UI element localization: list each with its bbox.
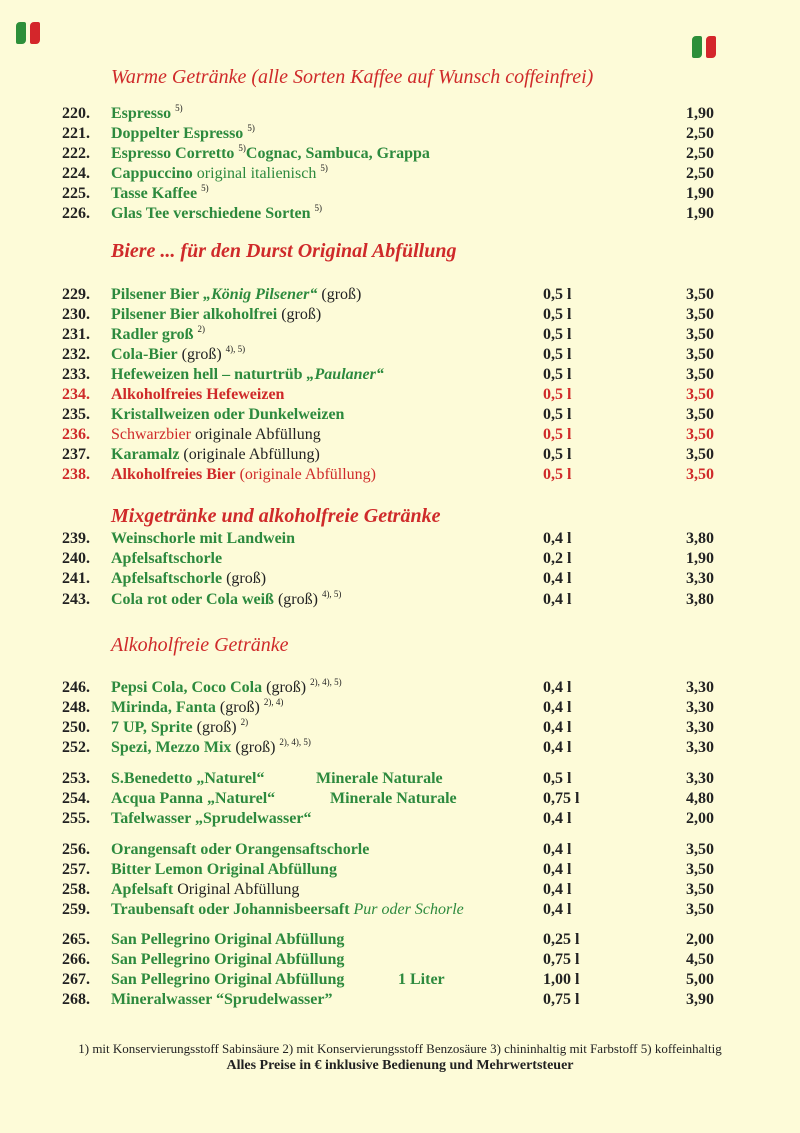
menu-item xyxy=(0,718,800,738)
menu-item xyxy=(0,124,800,144)
item-name: Acqua Panna „Naturel“ xyxy=(111,790,276,807)
item-volume: 0,2 l xyxy=(543,550,572,567)
item-extra: Minerale Naturale xyxy=(330,790,457,807)
item-footnote: 5) xyxy=(201,183,209,193)
item-volume: 0,4 l xyxy=(543,861,572,878)
item-number: 229. xyxy=(62,286,90,303)
item-volume: 0,5 l xyxy=(543,466,572,483)
item-name: Schwarzbier xyxy=(111,426,191,443)
item-footnote: 2), 4), 5) xyxy=(279,737,311,747)
item-extra: (groß) xyxy=(196,719,237,736)
item-price: 3,50 xyxy=(686,386,714,403)
section-title-mix: Mixgetränke und alkoholfreie Getränke xyxy=(111,505,441,527)
item-number: 226. xyxy=(62,205,90,222)
item-price: 3,50 xyxy=(686,286,714,303)
item-name: Alkoholfreies Bier xyxy=(111,466,236,483)
item-price: 3,80 xyxy=(686,591,714,608)
item-extra: (groß) xyxy=(281,306,322,323)
item-price: 3,50 xyxy=(686,841,714,858)
item-extra: (groß) xyxy=(266,679,307,696)
item-footnote: 2), 4) xyxy=(263,697,284,707)
item-volume: 0,4 l xyxy=(543,881,572,898)
menu-item xyxy=(0,990,800,1010)
item-extra: (groß) xyxy=(226,570,267,587)
item-number: 267. xyxy=(62,971,90,988)
item-number: 238. xyxy=(62,466,90,483)
item-extra: original italienisch xyxy=(196,165,317,182)
item-number: 256. xyxy=(62,841,90,858)
item-name: Weinschorle mit Landwein xyxy=(111,530,296,547)
item-extra: originale Abfüllung xyxy=(194,426,321,443)
item-price: 2,00 xyxy=(686,810,714,827)
item-volume: 0,5 l xyxy=(543,366,572,383)
item-price: 3,30 xyxy=(686,770,714,787)
item-number: 231. xyxy=(62,326,90,343)
item-footnote: 4), 5) xyxy=(225,344,246,354)
italian-flag-icon xyxy=(692,36,716,58)
menu-item xyxy=(0,970,800,990)
section-title-beer: Biere ... für den Durst Original Abfüllung xyxy=(111,240,457,262)
item-number: 225. xyxy=(62,185,90,202)
item-footnote: 5) xyxy=(314,203,323,213)
item-name: Bitter Lemon Original Abfüllung xyxy=(111,861,337,878)
item-volume: 0,5 l xyxy=(543,446,572,463)
item-volume: 0,4 l xyxy=(543,719,572,736)
item-footnote: 5) xyxy=(247,123,255,133)
menu-item xyxy=(0,880,800,900)
item-price: 3,80 xyxy=(686,530,714,547)
item-price: 3,30 xyxy=(686,699,714,716)
item-volume: 0,4 l xyxy=(543,841,572,858)
item-name: Mirinda, Fanta xyxy=(111,699,216,716)
item-extra: (groß) xyxy=(321,286,362,303)
item-extra: Minerale Naturale xyxy=(316,770,443,787)
item-number: 266. xyxy=(62,951,90,968)
item-name: Traubensaft oder Johannisbeersaft xyxy=(111,901,350,918)
item-price: 1,90 xyxy=(686,185,714,202)
item-footnote: 2) xyxy=(197,324,206,334)
item-name: Kristallweizen oder Dunkelweizen xyxy=(111,406,345,423)
item-name: Hefeweizen hell – naturtrüb xyxy=(111,366,303,383)
item-price: 1,90 xyxy=(686,205,714,222)
item-extra: (originale Abfüllung) xyxy=(239,466,376,483)
item-name: Apfelsaft xyxy=(111,881,174,898)
item-volume: 1,00 l xyxy=(543,971,580,988)
item-price: 3,30 xyxy=(686,739,714,756)
item-price: 3,50 xyxy=(686,406,714,423)
item-volume: 0,4 l xyxy=(543,530,572,547)
item-number: 254. xyxy=(62,790,90,807)
item-name: Apfelsaftschorle xyxy=(111,570,223,587)
item-number: 253. xyxy=(62,770,90,787)
item-volume: 0,4 l xyxy=(543,810,572,827)
menu-item xyxy=(0,305,800,325)
item-number: 252. xyxy=(62,739,90,756)
item-volume: 0,5 l xyxy=(543,770,572,787)
item-number: 255. xyxy=(62,810,90,827)
item-number: 258. xyxy=(62,881,90,898)
item-number: 246. xyxy=(62,679,90,696)
item-price: 2,50 xyxy=(686,165,714,182)
menu-item xyxy=(0,950,800,970)
item-number: 234. xyxy=(62,386,90,403)
item-price: 2,50 xyxy=(686,125,714,142)
item-volume: 0,5 l xyxy=(543,326,572,343)
item-volume: 0,4 l xyxy=(543,901,572,918)
item-number: 221. xyxy=(62,125,90,142)
menu-item xyxy=(0,789,800,809)
item-number: 248. xyxy=(62,699,90,716)
item-volume: 0,4 l xyxy=(543,739,572,756)
item-footnote: 5) xyxy=(238,143,246,153)
item-volume: 0,25 l xyxy=(543,931,580,948)
item-name: Alkoholfreies Hefeweizen xyxy=(111,386,285,403)
item-volume: 0,75 l xyxy=(543,790,580,807)
item-volume: 0,5 l xyxy=(543,406,572,423)
item-volume: 0,5 l xyxy=(543,286,572,303)
menu-item xyxy=(0,345,800,365)
item-price: 2,00 xyxy=(686,931,714,948)
item-number: 235. xyxy=(62,406,90,423)
item-extra: Original Abfüllung xyxy=(177,881,300,898)
item-extra: Cognac, Sambuca, Grappa xyxy=(245,145,430,162)
item-name: Pepsi Cola, Coco Cola xyxy=(111,679,263,696)
item-price: 1,90 xyxy=(686,550,714,567)
item-footnote: 4), 5) xyxy=(321,589,342,599)
item-price: 5,00 xyxy=(686,971,714,988)
item-price: 3,50 xyxy=(686,326,714,343)
menu-item xyxy=(0,840,800,860)
item-price: 3,50 xyxy=(686,466,714,483)
item-footnote: 2), 4), 5) xyxy=(310,677,342,687)
menu-item xyxy=(0,529,800,549)
item-footnote: 2) xyxy=(240,717,249,727)
item-name: Doppelter Espresso xyxy=(111,125,244,142)
menu-item xyxy=(0,104,800,124)
item-name: Orangensaft oder Orangensaftschorle xyxy=(111,841,370,858)
item-price: 4,80 xyxy=(686,790,714,807)
menu-item xyxy=(0,590,800,610)
menu-item xyxy=(0,184,800,204)
item-brand: „Paulaner“ xyxy=(306,366,384,383)
item-price: 3,50 xyxy=(686,901,714,918)
item-name: Espresso Corretto xyxy=(111,145,235,162)
menu-item xyxy=(0,385,800,405)
item-name: Espresso xyxy=(111,105,172,122)
item-number: 220. xyxy=(62,105,90,122)
menu-item xyxy=(0,325,800,345)
menu-item xyxy=(0,365,800,385)
item-number: 230. xyxy=(62,306,90,323)
item-name: Apfelsaftschorle xyxy=(111,550,223,567)
item-name: Pilsener Bier alkoholfrei xyxy=(111,306,278,323)
item-price: 3,50 xyxy=(686,861,714,878)
item-extra: (originale Abfüllung) xyxy=(183,446,320,463)
item-price: 3,30 xyxy=(686,679,714,696)
menu-item xyxy=(0,405,800,425)
item-volume: 0,75 l xyxy=(543,991,580,1008)
item-volume: 0,5 l xyxy=(543,346,572,363)
menu-item xyxy=(0,738,800,758)
menu-item xyxy=(0,930,800,950)
item-name: Glas Tee verschiedene Sorten xyxy=(111,205,311,222)
menu-item xyxy=(0,698,800,718)
item-name: San Pellegrino Original Abfüllung xyxy=(111,931,345,948)
section-title-softdrinks: Alkoholfreie Getränke xyxy=(111,634,289,656)
item-price: 3,50 xyxy=(686,346,714,363)
item-volume: 0,4 l xyxy=(543,679,572,696)
item-name: Spezi, Mezzo Mix xyxy=(111,739,232,756)
item-volume: 0,5 l xyxy=(543,426,572,443)
item-volume: 0,4 l xyxy=(543,591,572,608)
item-brand: „König Pilsener“ xyxy=(203,286,318,303)
italian-flag-icon xyxy=(16,22,40,44)
menu-item xyxy=(0,769,800,789)
item-price: 4,50 xyxy=(686,951,714,968)
item-number: 243. xyxy=(62,591,90,608)
item-number: 259. xyxy=(62,901,90,918)
item-name: S.Benedetto „Naturel“ xyxy=(111,770,265,787)
item-price: 3,50 xyxy=(686,446,714,463)
item-name: Pilsener Bier xyxy=(111,286,200,303)
menu-item xyxy=(0,144,800,164)
menu-item xyxy=(0,809,800,829)
item-extra: (groß) xyxy=(181,346,222,363)
item-number: 224. xyxy=(62,165,90,182)
item-volume: 0,5 l xyxy=(543,386,572,403)
item-name: San Pellegrino Original Abfüllung xyxy=(111,971,345,988)
menu-item xyxy=(0,425,800,445)
item-price: 3,90 xyxy=(686,991,714,1008)
item-name: Cola rot oder Cola weiß xyxy=(111,591,274,608)
item-number: 233. xyxy=(62,366,90,383)
item-price: 2,50 xyxy=(686,145,714,162)
menu-item xyxy=(0,900,800,920)
menu-item xyxy=(0,860,800,880)
item-extra: (groß) xyxy=(235,739,276,756)
item-number: 265. xyxy=(62,931,90,948)
item-number: 232. xyxy=(62,346,90,363)
item-number: 239. xyxy=(62,530,90,547)
item-price: 1,90 xyxy=(686,105,714,122)
item-volume: 0,4 l xyxy=(543,699,572,716)
item-name: San Pellegrino Original Abfüllung xyxy=(111,951,345,968)
section-title-warm: Warme Getränke (alle Sorten Kaffee auf Wunsch coffeinfrei) xyxy=(111,66,594,88)
menu-item xyxy=(0,164,800,184)
item-name: Cola-Bier xyxy=(111,346,178,363)
menu-item xyxy=(0,569,800,589)
item-name: Mineralwasser “Sprudelwasser” xyxy=(111,991,333,1008)
price-note: Alles Preise in € inklusive Bedienung und Mehrwertsteuer xyxy=(226,1058,574,1073)
item-name: Radler groß xyxy=(111,326,194,343)
menu-item xyxy=(0,285,800,305)
menu-item xyxy=(0,678,800,698)
item-name: Tasse Kaffee xyxy=(111,185,198,202)
item-number: 237. xyxy=(62,446,90,463)
menu-item xyxy=(0,204,800,224)
item-price: 3,30 xyxy=(686,719,714,736)
item-footnote: 5) xyxy=(320,163,328,173)
item-volume: 0,4 l xyxy=(543,570,572,587)
item-number: 250. xyxy=(62,719,90,736)
item-price: 3,50 xyxy=(686,366,714,383)
item-number: 240. xyxy=(62,550,90,567)
footnotes: 1) mit Konservierungsstoff Sabinsäure 2) mit Konservierungsstoff Benzosäure 3) chininhaltig mit Farbstoff 5) koffeinhaltig xyxy=(78,1041,722,1056)
item-extra: 1 Liter xyxy=(398,971,445,988)
item-price: 3,30 xyxy=(686,570,714,587)
item-name: Cappuccino xyxy=(111,165,193,182)
item-name: 7 UP, Sprite xyxy=(111,719,193,736)
menu-item xyxy=(0,445,800,465)
item-extra: (groß) xyxy=(219,699,260,716)
item-extra: (groß) xyxy=(277,591,318,608)
item-volume: 0,75 l xyxy=(543,951,580,968)
item-price: 3,50 xyxy=(686,426,714,443)
item-price: 3,50 xyxy=(686,306,714,323)
menu-item xyxy=(0,549,800,569)
menu-item xyxy=(0,465,800,485)
item-price: 3,50 xyxy=(686,881,714,898)
item-number: 222. xyxy=(62,145,90,162)
item-volume: 0,5 l xyxy=(543,306,572,323)
item-name: Karamalz xyxy=(111,446,180,463)
item-number: 268. xyxy=(62,991,90,1008)
item-number: 257. xyxy=(62,861,90,878)
item-name: Tafelwasser „Sprudelwasser“ xyxy=(111,810,312,827)
item-footnote: 5) xyxy=(175,103,183,113)
item-number: 241. xyxy=(62,570,90,587)
item-number: 236. xyxy=(62,426,90,443)
item-brand: Pur oder Schorle xyxy=(353,901,464,918)
